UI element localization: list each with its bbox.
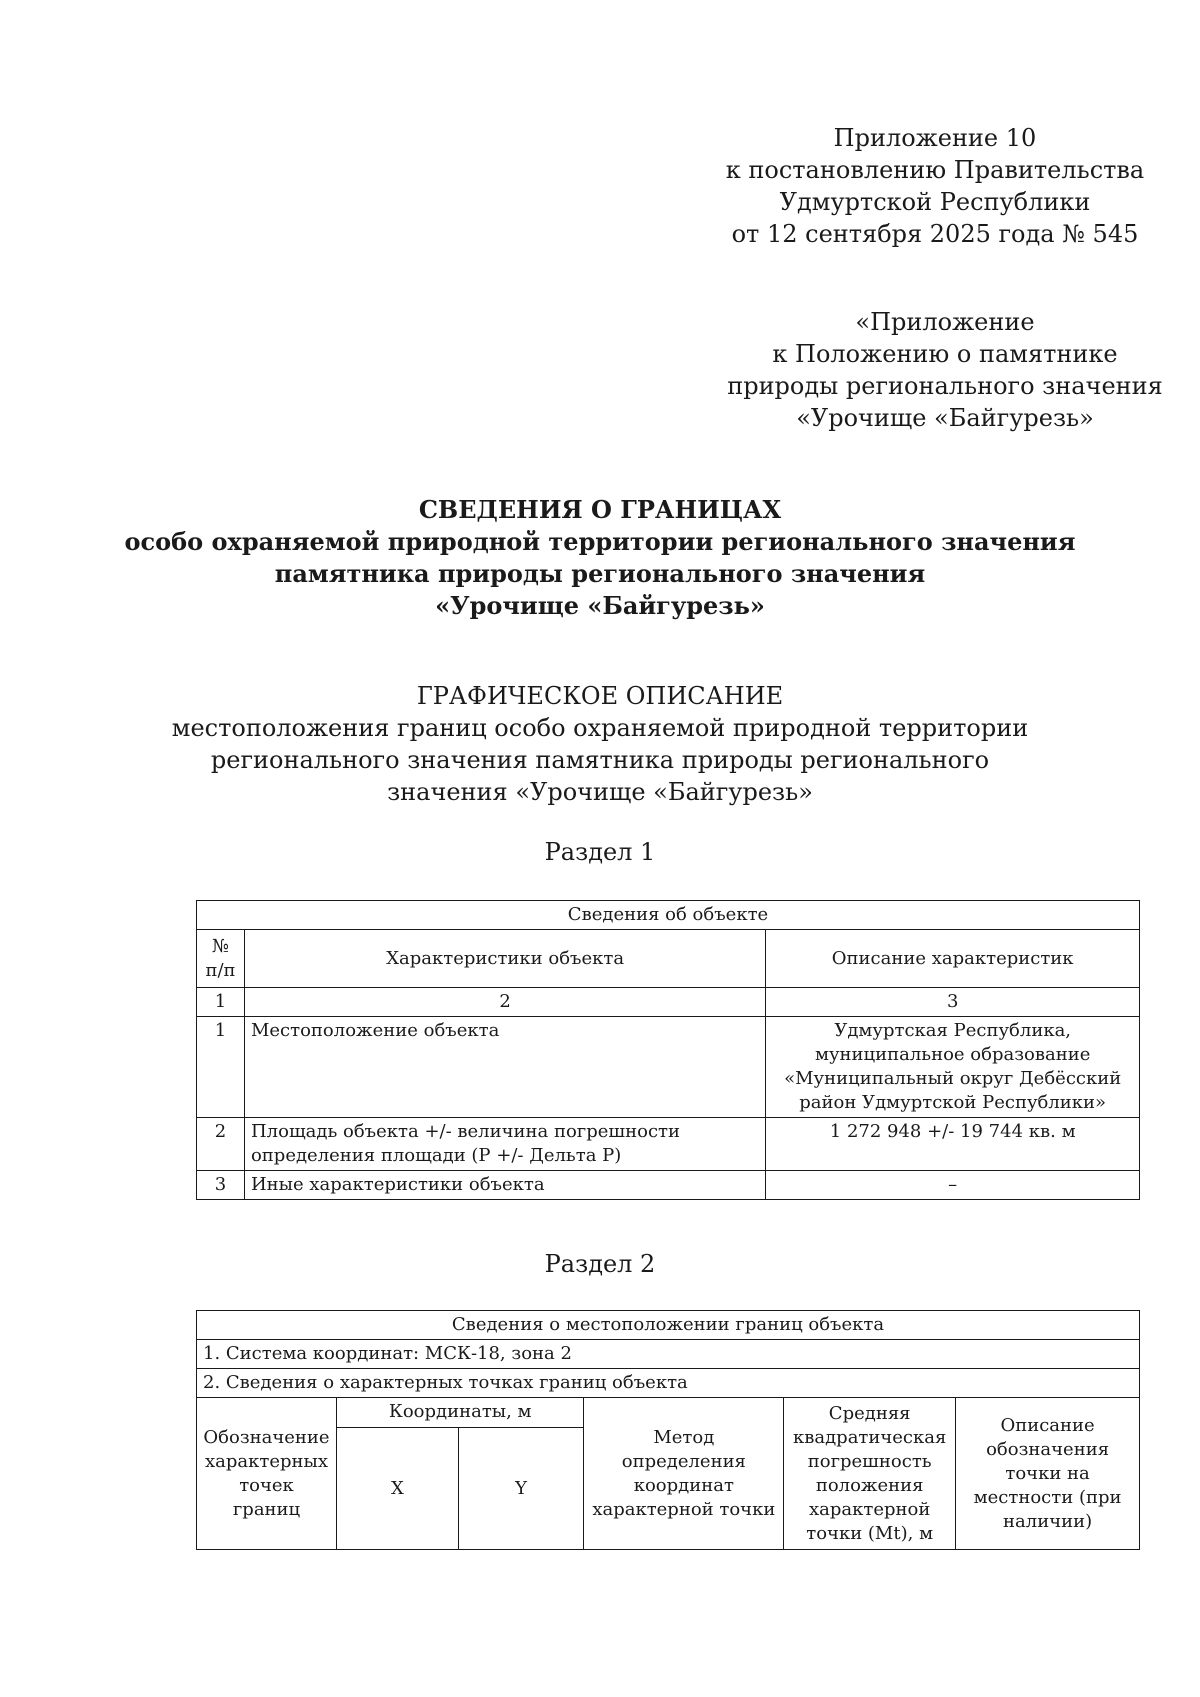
row-num: 1 [197,1017,245,1118]
table-header-row [197,1398,1140,1428]
appendix-line: Приложение 10 [833,124,1037,152]
col-number: 2 [244,988,765,1017]
graphic-title-line: местоположения границ особо охраняемой природной территории [171,714,1029,742]
table-caption-row [197,1311,1140,1340]
col-number: 3 [766,988,1140,1017]
graphic-title-line: значения «Урочище «Байгурезь» [387,778,813,806]
main-title-line: СВЕДЕНИЯ О ГРАНИЦАХ [418,495,782,524]
characteristic-line: Площадь объекта +/- величина погрешности [250,1121,681,1142]
header-characteristic: Характеристики объекта [244,930,765,988]
main-title-line: особо охраняемой природной территории регионального значения [124,527,1076,556]
coord-system-label: 1. Система координат: МСК-18, зона 2 [197,1340,1140,1369]
graphic-description-title [100,680,1100,808]
header-description: Описание характеристик [766,930,1140,988]
appendix-line: от 12 сентября 2025 года № 545 [731,220,1139,248]
object-info-table [196,900,1140,1200]
row-characteristic: Местоположение объекта [244,1017,765,1118]
table-colnum-row [197,988,1140,1017]
header-point-description: Описание обозначения точки на местности (при наличии) [956,1398,1140,1550]
graphic-title-line: регионального значения памятника природы регионального [210,746,990,774]
header-method: Метод определения координат характерной точки [584,1398,784,1550]
row-description: – [766,1171,1140,1200]
description-line: «Муниципальный округ Дебёсский [784,1068,1122,1089]
row-num: 3 [197,1171,245,1200]
table-row [197,1017,1140,1118]
table-row [197,1118,1140,1171]
graphic-title-line: ГРАФИЧЕСКОЕ ОПИСАНИЕ [416,682,784,710]
header-y: Y [458,1428,584,1550]
description-line: район Удмуртской Республики» [799,1092,1107,1113]
table-caption: Сведения о местоположении границ объекта [197,1311,1140,1340]
row-description: 1 272 948 +/- 19 744 кв. м [766,1118,1140,1171]
row-characteristic [244,1118,765,1171]
header-point-designation: Обозначение характерных точек границ [197,1398,337,1550]
row-num: 2 [197,1118,245,1171]
description-line: муниципальное образование [814,1044,1091,1065]
points-info-label: 2. Сведения о характерных точках границ объекта [197,1369,1140,1398]
appendix-line: Удмуртской Республики [779,188,1091,216]
appendix-reference [720,306,1170,434]
header-num: № п/п [197,930,245,988]
table-caption: Сведения об объекте [197,901,1140,930]
characteristic-line: определения площади (Р +/- Дельта Р) [250,1145,622,1166]
appendix-ref-line: «Приложение [855,308,1035,336]
points-info-row [197,1369,1140,1398]
table-caption-row [197,901,1140,930]
table-header-row [197,930,1140,988]
appendix-line: к постановлению Правительства [725,156,1145,184]
appendix-ref-line: природы регионального значения [727,372,1163,400]
table-row [197,1171,1140,1200]
coord-system-row [197,1340,1140,1369]
section2-title: Раздел 2 [544,1250,656,1278]
appendix-ref-line: «Урочище «Байгурезь» [796,404,1094,432]
main-title [100,494,1100,622]
header-x: X [336,1428,458,1550]
appendix-ref-line: к Положению о памятнике [772,340,1118,368]
header-mse: Средняя квадратическая погрешность положения характерной точки (Mt), м [784,1398,956,1550]
main-title-line: «Урочище «Байгурезь» [435,591,765,620]
row-description [766,1017,1140,1118]
section1-title: Раздел 1 [544,838,656,866]
description-line: Удмуртская Республика, [834,1020,1072,1041]
appendix-header [700,122,1170,250]
boundary-location-table [196,1310,1140,1550]
main-title-line: памятника природы регионального значения [274,559,926,588]
row-characteristic: Иные характеристики объекта [244,1171,765,1200]
header-coordinates: Координаты, м [336,1398,583,1428]
col-number: 1 [197,988,245,1017]
